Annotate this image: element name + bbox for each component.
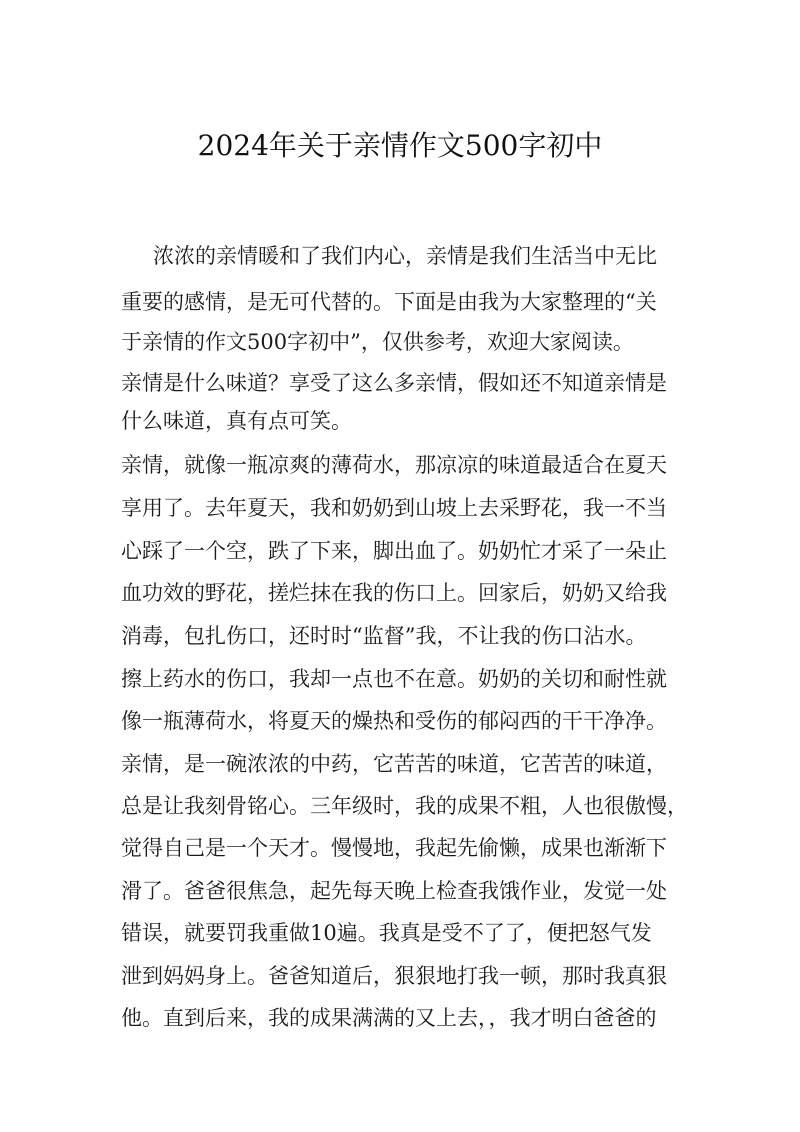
paragraph-line: 亲情，就像一瓶凉爽的薄荷水，那凉凉的味道最适合在夏天 bbox=[121, 453, 667, 477]
paragraph-line: 心踩了一个空，跌了下来，脚出血了。奶奶忙才采了一朵止 bbox=[121, 539, 667, 563]
paragraph-line: 什么味道，真有点可笑。 bbox=[121, 409, 352, 433]
paragraph-line: 觉得自己是一个天才。慢慢地，我起先偷懒，成果也渐渐下 bbox=[121, 836, 667, 860]
paragraph-line: 泄到妈妈身上。爸爸知道后，狠狠地打我一顿，那时我真狠 bbox=[121, 964, 667, 988]
paragraph-line: 错误，就要罚我重做10遍。我真是受不了了，便把怒气发 bbox=[121, 921, 652, 945]
paragraph-line: 于亲情的作文500字初中”，仅供参考，欢迎大家阅读。 bbox=[121, 330, 634, 354]
paragraph-line: 他。直到后来，我的成果满满的又上去，，我才明白爸爸的 bbox=[121, 1006, 657, 1030]
paragraph-line: 消毒，包扎伤口，还时时“监督”我，不让我的伤口沾水。 bbox=[121, 624, 647, 648]
paragraph-line: 浓浓的亲情暖和了我们内心，亲情是我们生活当中无比 bbox=[153, 244, 657, 268]
paragraph-line: 亲情，是一碗浓浓的中药，它苦苦的味道，它苦苦的味道， bbox=[121, 752, 667, 776]
paragraph-line: 亲情是什么味道？享受了这么多亲情，假如还不知道亲情是 bbox=[121, 371, 667, 395]
paragraph-line: 享用了。去年夏天，我和奶奶到山坡上去采野花，我一不当 bbox=[121, 496, 667, 520]
page-title: 2024年关于亲情作文500字初中 bbox=[197, 129, 603, 162]
paragraph-line: 重要的感情，是无可代替的。下面是由我为大家整理的“关 bbox=[121, 290, 657, 314]
paragraph-line: 擦上药水的伤口，我却一点也不在意。奶奶的关切和耐性就 bbox=[121, 667, 667, 691]
paragraph-line: 血功效的野花，搓烂抹在我的伤口上。回家后，奶奶又给我 bbox=[121, 581, 667, 605]
paragraph-line: 总是让我刻骨铭心。三年级时，我的成果不粗，人也很傲慢， bbox=[121, 794, 688, 818]
paragraph-line: 滑了。爸爸很焦急，起先每天晚上检查我饿作业，发觉一处 bbox=[121, 879, 667, 903]
paragraph-line: 像一瓶薄荷水，将夏天的燥热和受伤的郁闷西的干干净净。 bbox=[121, 709, 667, 733]
